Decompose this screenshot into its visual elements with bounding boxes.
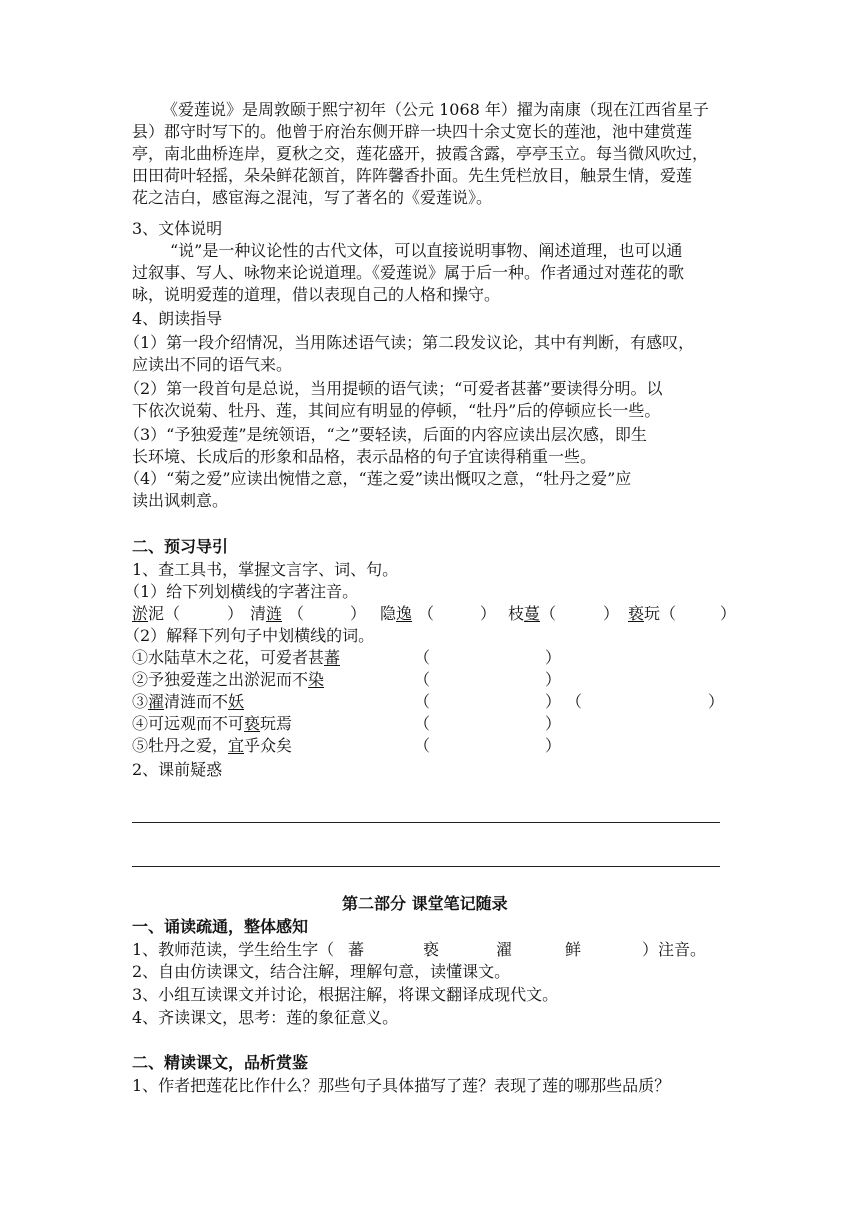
definition-paren-close-4: ） (545, 714, 562, 733)
phonetic-close-1: ） (227, 604, 244, 623)
reading-line-4: 下依次说菊、牡丹、莲，其间应有明显的停顿，“牡丹”后的停顿应长一些。 (132, 401, 661, 420)
phonetic-close-2: ） (350, 604, 367, 623)
reading-line-8: 读出讽刺意。 (132, 491, 229, 510)
part2-section-1-heading: 一、诵读疏通，整体感知 (132, 917, 309, 936)
reading-line-7: （4）“菊之爱”应读出惋惜之意，“莲之爱”读出慨叹之意，“牡丹之爱”应 (124, 469, 632, 488)
part2-section-2-item-1: 1、作者把莲花比作什么？那些句子具体描写了莲？表现了莲的哪那些品质？ (132, 1076, 671, 1095)
part2-item-3: 3、小组互读课文并讨论，根据注解，将课文翻译成现代文。 (132, 985, 559, 1004)
definition-paren-close-3: ） (545, 692, 562, 711)
reading-line-3: （2）第一段首句是总说，当用提顿的语气读；“可爱者甚蕃”要读得分明。以 (124, 379, 663, 398)
definition-paren-close-2: ） (545, 670, 562, 689)
definition-item-3: ③濯清涟而不妖 (132, 692, 245, 711)
definition-paren-open-1: （ (414, 648, 431, 667)
genre-line-2: 过叙事、写人、咏物来论说道理。《爱莲说》属于后一种。作者通过对莲花的歌 (132, 263, 685, 282)
phonetic-item-5: 亵玩（ (628, 604, 677, 623)
definition-item-2: ②予独爱莲之出淤泥而不染 (132, 670, 325, 689)
phonetic-char-4: 鲜 (565, 940, 582, 959)
part2-item-1: 1、教师范读，学生给生字（ (132, 940, 335, 959)
part2-item-4: 4、齐读课文，思考：莲的象征意义。 (132, 1008, 399, 1027)
phonetic-char-1: 蕃 (348, 940, 365, 959)
phonetic-close-3: ） (480, 604, 497, 623)
intro-line-2: 县）郡守时写下的。他曾于府治东侧开辟一块四十余丈宽长的莲池，池中建赏莲 (132, 122, 693, 141)
genre-line-1: “说”是一种议论性的古代文体，可以直接说明事物、阐述道理，也可以通 (170, 241, 683, 260)
definition-paren-open-3b: （ (566, 692, 583, 711)
genre-line-3: 咏，说明爱莲的道理，借以表现自己的人格和操守。 (132, 285, 501, 304)
intro-line-1: 《爱莲说》是周敦颐于熙宁初年（公元 1068 年）擢为南康（现在江西省星子 (162, 100, 709, 119)
intro-line-4: 田田荷叶轻摇，朵朵鲜花颔首，阵阵馨香扑面。先生凭栏放目，触景生情，爱莲 (132, 166, 693, 185)
preview-sub-2: （2）解释下列句子中划横线的词。 (124, 626, 375, 645)
intro-line-3: 亭，南北曲桥连岸，夏秋之交，莲花盛开，披霞含露，亭亭玉立。每当微风吹过， (132, 144, 709, 163)
preview-sub-1: （1）给下列划横线的字著注音。 (124, 582, 359, 601)
preview-item-1: 1、查工具书，掌握文言字、词、句。 (132, 560, 399, 579)
reading-line-5: （3）“予独爱莲”是统领语，“之”要轻读，后面的内容应读出层次感，即生 (124, 425, 647, 444)
answer-line-2[interactable] (132, 866, 720, 867)
definition-paren-open-2: （ (414, 670, 431, 689)
definition-item-1: ①水陆草木之花，可爱者甚蕃 (132, 648, 341, 667)
reading-heading: 4、朗读指导 (132, 309, 223, 328)
definition-paren-open-3: （ (414, 692, 431, 711)
phonetic-close-5: ） (720, 604, 737, 623)
definition-paren-close-3b: ） (708, 692, 725, 711)
phonetic-item-1: 淤泥（ (132, 604, 181, 623)
reading-line-2: 应读出不同的语气来。 (132, 355, 293, 374)
definition-paren-close-1: ） (545, 648, 562, 667)
phonetic-item-2: 清涟 （ (250, 604, 305, 623)
definition-paren-open-4: （ (414, 714, 431, 733)
definition-paren-open-5: （ (414, 736, 431, 755)
phonetic-close-4: ） (603, 604, 620, 623)
part2-section-2-heading: 二、精读课文，品析赏鉴 (132, 1053, 309, 1072)
answer-line-1[interactable] (132, 822, 720, 823)
phonetic-item-4: 枝蔓（ (508, 604, 557, 623)
part2-item-1-tail: ）注音。 (642, 940, 707, 959)
preview-item-2: 2、课前疑惑 (132, 760, 223, 779)
definition-item-4: ④可远观而不可亵玩焉 (132, 714, 293, 733)
reading-line-1: （1）第一段介绍情况，当用陈述语气读；第二段发议论，其中有判断，有感叹， (124, 333, 695, 352)
phonetic-char-2: 亵 (423, 940, 440, 959)
part2-title: 第二部分 课堂笔记随录 (342, 894, 508, 913)
part2-item-2: 2、自由仿读课文，结合注解，理解句意，读懂课文。 (132, 962, 511, 981)
definition-item-5: ⑤牡丹之爱，宜乎众矣 (132, 736, 293, 755)
phonetic-char-3: 濯 (496, 940, 513, 959)
intro-line-5: 花之洁白，感宦海之混沌，写了著名的《爱莲说》。 (132, 188, 493, 207)
phonetic-item-3: 隐逸 （ (380, 604, 435, 623)
reading-line-6: 长环境、长成后的形象和品格，表示品格的句子宜读得稍重一些。 (132, 447, 597, 466)
genre-heading: 3、文体说明 (132, 219, 223, 238)
preview-heading: 二、预习导引 (132, 537, 229, 556)
definition-paren-close-5: ） (545, 736, 562, 755)
